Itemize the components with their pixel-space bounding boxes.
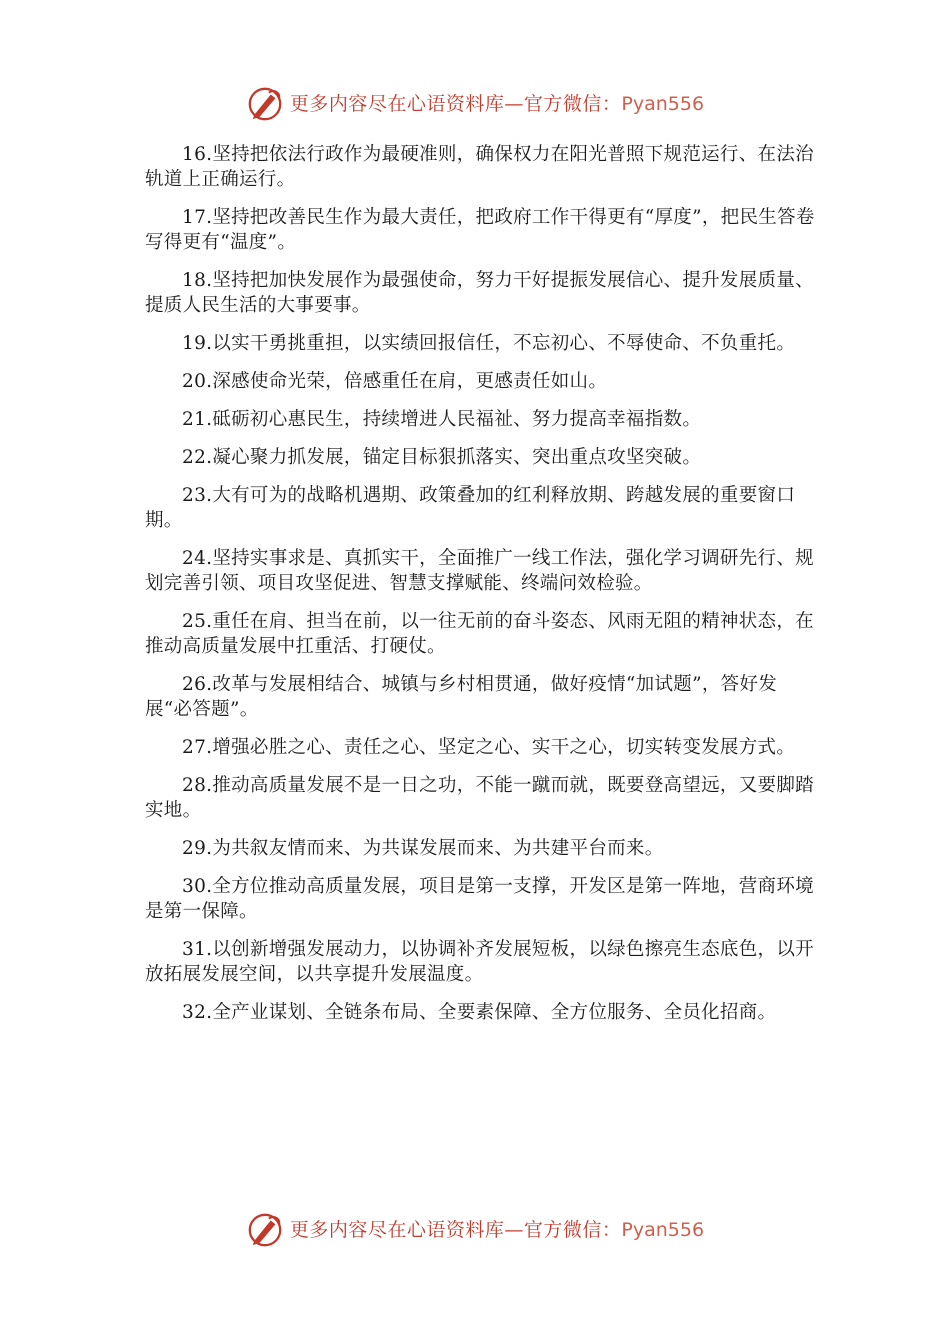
paragraph-27: 27.增强必胜之心、责任之心、坚定之心、实干之心，切实转变发展方式。 xyxy=(182,737,796,758)
header-banner-content xyxy=(246,84,704,124)
document-body xyxy=(145,142,820,1038)
paragraph-31: 31.以创新增强发展动力，以协调补齐发展短板，以绿色擦亮生态底色，以开放拓展发展空间，以共享提升发展温度。 xyxy=(145,939,814,985)
paragraph-23: 23.大有可为的战略机遇期、政策叠加的红利释放期、跨越发展的重要窗口期。 xyxy=(145,485,796,531)
paragraph-19: 19.以实干勇挑重担，以实绩回报信任，不忘初心、不辱使命、不负重托。 xyxy=(182,333,796,354)
header-banner-text xyxy=(290,84,704,124)
paragraph-21: 21.砥砺初心惠民生，持续增进人民福祉、努力提高幸福指数。 xyxy=(182,409,702,430)
paragraph-17: 17.坚持把改善民生作为最大责任，把政府工作干得更有“厚度”，把民生答卷写得更有“温度”。 xyxy=(145,207,815,253)
paragraph-29: 29.为共叙友情而来、为共谋发展而来、为共建平台而来。 xyxy=(182,838,664,859)
paragraph-28: 28.推动高质量发展不是一日之功，不能一蹴而就，既要登高望远，又要脚踏实地。 xyxy=(145,775,814,821)
header-wechat-id: Pyan556 xyxy=(621,93,705,115)
paragraph-32: 32.全产业谋划、全链条布局、全要素保障、全方位服务、全员化招商。 xyxy=(182,1002,777,1023)
header-banner xyxy=(0,84,950,124)
paragraph-16: 16.坚持把依法行政作为最硬准则，确保权力在阳光普照下规范运行、在法治轨道上正确运行。 xyxy=(145,144,814,190)
footer-banner-content xyxy=(246,1210,704,1250)
pen-logo-icon xyxy=(246,1211,284,1249)
footer-banner xyxy=(0,1210,950,1250)
footer-banner-text xyxy=(290,1210,704,1250)
paragraph-30: 30.全方位推动高质量发展，项目是第一支撑，开发区是第一阵地，营商环境是第一保障。 xyxy=(145,876,814,922)
paragraph-26: 26.改革与发展相结合、城镇与乡村相贯通，做好疫情“加试题”，答好发展“必答题”。 xyxy=(145,674,778,720)
paragraph-22: 22.凝心聚力抓发展，锚定目标狠抓落实、突出重点攻坚突破。 xyxy=(182,447,702,468)
paragraph-18: 18.坚持把加快发展作为最强使命，努力干好提振发展信心、提升发展质量、提质人民生活的大事要事。 xyxy=(145,270,814,316)
footer-banner-label: 更多内容尽在心语资料库—官方微信： xyxy=(289,1219,622,1241)
header-banner-label: 更多内容尽在心语资料库—官方微信： xyxy=(289,93,622,115)
pen-logo-icon xyxy=(246,85,284,123)
footer-wechat-id: Pyan556 xyxy=(621,1219,705,1241)
paragraph-20: 20.深感使命光荣，倍感重任在肩，更感责任如山。 xyxy=(182,371,608,392)
paragraph-25: 25.重任在肩、担当在前，以一往无前的奋斗姿态、风雨无阻的精神状态，在推动高质量发展中扛重活、打硬仗。 xyxy=(145,611,814,657)
paragraph-24: 24.坚持实事求是、真抓实干，全面推广一线工作法，强化学习调研先行、规划完善引领、项目攻坚促进、智慧支撑赋能、终端问效检验。 xyxy=(145,548,814,594)
